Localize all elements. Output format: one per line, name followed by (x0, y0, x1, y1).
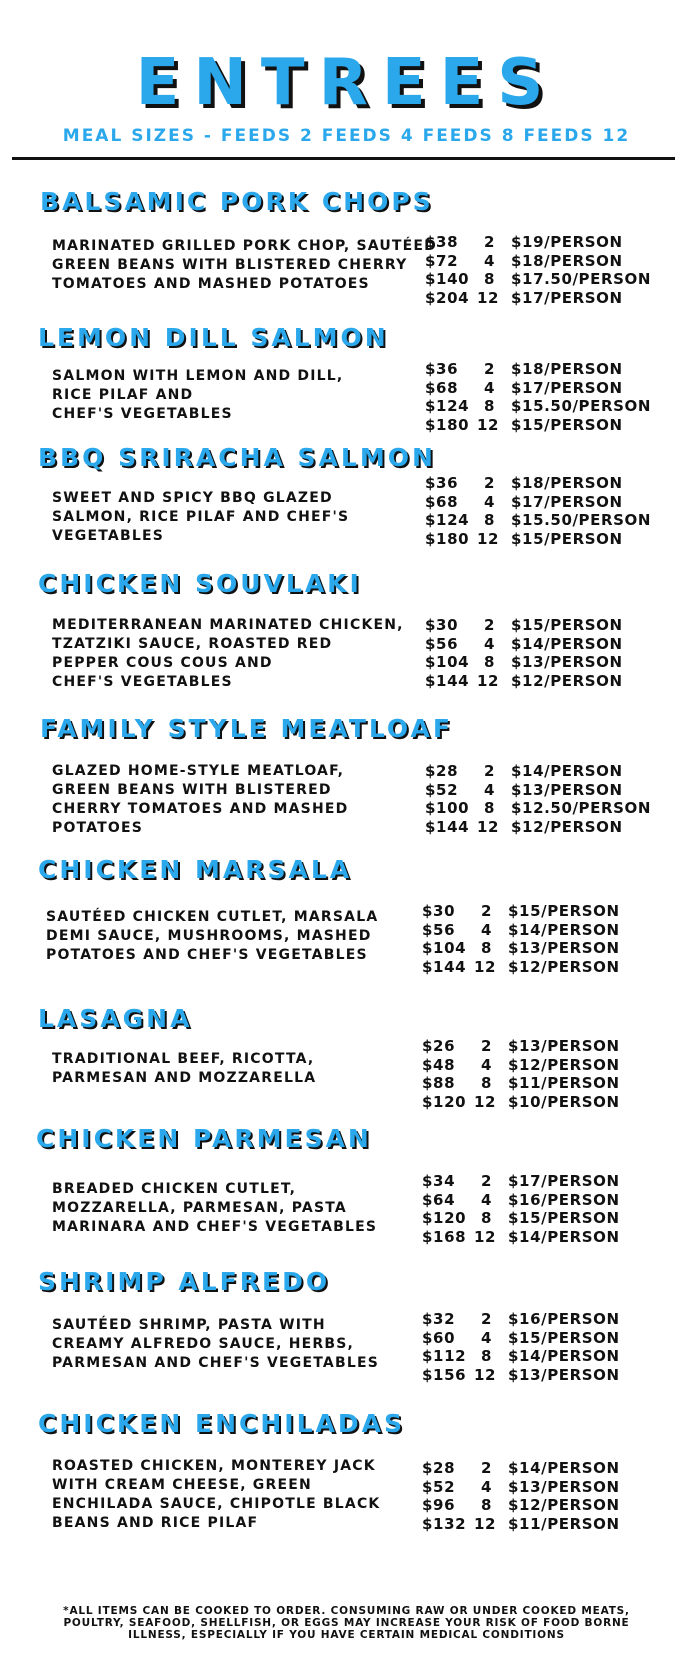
feeds-count: 12 (474, 1092, 497, 1111)
entree-description (52, 762, 348, 838)
total-price: $180 (425, 529, 470, 548)
per-person-price: $18/PERSON (511, 251, 623, 270)
total-price: $36 (425, 360, 459, 378)
total-price: $36 (425, 474, 459, 492)
feeds-count: 8 (480, 1209, 492, 1227)
description-line: TRADITIONAL BEEF, RICOTTA, (52, 1051, 315, 1067)
per-person-price: $14/PERSON (508, 1347, 620, 1365)
description-line: SAUTÉED SHRIMP, PASTA WITH (52, 1317, 326, 1333)
description-line: SAUTÉED CHICKEN CUTLET, MARSALA (46, 909, 379, 925)
total-price: $32 (422, 1310, 456, 1328)
total-price: $68 (425, 492, 459, 511)
per-person-price: $11/PERSON (508, 1514, 620, 1533)
entree-description (52, 1316, 379, 1373)
per-person-price: $14/PERSON (511, 762, 623, 780)
per-person-price: $19/PERSON (511, 233, 623, 251)
total-price: $68 (425, 378, 459, 397)
feeds-count: 2 (480, 1459, 492, 1477)
per-person-price: $15/PERSON (511, 415, 623, 434)
feeds-count: 4 (483, 251, 495, 270)
feeds-count: 12 (474, 1365, 497, 1384)
total-price: $52 (425, 780, 459, 799)
description-line: PARMESAN AND CHEF'S VEGETABLES (52, 1355, 379, 1371)
entree-description (52, 1457, 380, 1533)
per-person-price: $12/PERSON (511, 671, 623, 690)
feeds-count: 8 (483, 511, 495, 529)
per-person-price: $18/PERSON (511, 360, 623, 378)
footnote (0, 1605, 693, 1641)
description-line: MEDITERRANEAN MARINATED CHICKEN, (52, 617, 404, 633)
description-line: POTATOES (52, 820, 144, 836)
entree-description (52, 489, 349, 546)
per-person-price: $12.50/PERSON (511, 799, 652, 817)
description-line: GLAZED HOME-STYLE MEATLOAF, (52, 763, 345, 779)
total-price: $140 (425, 270, 470, 288)
per-person-price: $14/PERSON (508, 1227, 620, 1246)
total-price: $28 (425, 762, 459, 780)
total-price: $144 (425, 671, 470, 690)
feeds-count: 4 (483, 378, 495, 397)
per-person-price: $12/PERSON (508, 1055, 620, 1074)
total-price: $60 (422, 1328, 456, 1347)
per-person-price: $13/PERSON (508, 1037, 620, 1055)
description-line: MARINARA AND CHEF'S VEGETABLES (52, 1219, 378, 1235)
description-line: CHEF'S VEGETABLES (52, 674, 233, 690)
per-person-price: $16/PERSON (508, 1190, 620, 1209)
per-person-price: $15.50/PERSON (511, 397, 652, 415)
total-price: $112 (422, 1347, 467, 1365)
per-person-price: $14/PERSON (511, 634, 623, 653)
per-person-price: $17/PERSON (508, 1172, 620, 1190)
per-person-price: $13/PERSON (511, 780, 623, 799)
feeds-count: 8 (480, 1074, 492, 1092)
description-line: TOMATOES AND MASHED POTATOES (52, 276, 370, 292)
total-price: $180 (425, 415, 470, 434)
description-line: CREAMY ALFREDO SAUCE, HERBS, (52, 1336, 355, 1352)
per-person-price: $11/PERSON (508, 1074, 620, 1092)
per-person-price: $14/PERSON (508, 1459, 620, 1477)
entree-description (52, 1050, 316, 1088)
feeds-count: 12 (477, 671, 500, 690)
per-person-price: $16/PERSON (508, 1310, 620, 1328)
entree-description (52, 367, 343, 424)
feeds-count: 2 (483, 233, 495, 251)
entree-description (52, 1180, 377, 1237)
per-person-price: $15/PERSON (508, 902, 620, 920)
total-price: $34 (422, 1172, 456, 1190)
entree-name: SHRIMP ALFREDO (38, 1267, 331, 1296)
feeds-count: 12 (474, 1227, 497, 1246)
description-line: MOZZARELLA, PARMESAN, PASTA (52, 1200, 347, 1216)
entree-name: BALSAMIC PORK CHOPS (40, 187, 434, 216)
description-line: BEANS AND RICE PILAF (52, 1515, 259, 1531)
feeds-count: 8 (480, 1347, 492, 1365)
total-price: $48 (422, 1055, 456, 1074)
description-line: CHEF'S VEGETABLES (52, 406, 233, 422)
entree-description (46, 908, 378, 965)
feeds-count: 12 (477, 529, 500, 548)
total-price: $104 (422, 939, 467, 957)
total-price: $204 (425, 288, 470, 307)
per-person-price: $13/PERSON (508, 1477, 620, 1496)
per-person-price: $15/PERSON (508, 1328, 620, 1347)
feeds-count: 4 (483, 492, 495, 511)
total-price: $72 (425, 251, 459, 270)
total-price: $56 (422, 920, 456, 939)
description-line: TZATZIKI SAUCE, ROASTED RED (52, 636, 333, 652)
page-title: ENTREES (135, 46, 558, 120)
description-line: WITH CREAM CHEESE, GREEN (52, 1477, 312, 1493)
description-line: ROASTED CHICKEN, MONTEREY JACK (52, 1458, 376, 1474)
total-price: $30 (422, 902, 456, 920)
entree-name: LASAGNA (38, 1004, 193, 1033)
feeds-count: 2 (480, 1172, 492, 1190)
total-price: $88 (422, 1074, 456, 1092)
feeds-count: 4 (483, 780, 495, 799)
per-person-price: $12/PERSON (508, 957, 620, 976)
feeds-count: 2 (483, 360, 495, 378)
feeds-count: 8 (483, 653, 495, 671)
description-line: RICE PILAF AND (52, 387, 194, 403)
entree-name: BBQ SRIRACHA SALMON (38, 443, 436, 472)
footnote-line: POULTRY, SEAFOOD, SHELLFISH, OR EGGS MAY INCREASE YOUR RISK OF FOOD BORNE (63, 1617, 630, 1629)
per-person-price: $15/PERSON (508, 1209, 620, 1227)
entree-description (52, 616, 404, 692)
total-price: $100 (425, 799, 470, 817)
header-divider (12, 157, 675, 160)
entree-name: CHICKEN SOUVLAKI (38, 569, 362, 598)
per-person-price: $12/PERSON (508, 1496, 620, 1514)
entree-name: CHICKEN PARMESAN (36, 1124, 372, 1153)
total-price: $120 (422, 1092, 467, 1111)
feeds-count: 12 (477, 288, 500, 307)
description-line: PARMESAN AND MOZZARELLA (52, 1070, 317, 1086)
per-person-price: $13/PERSON (508, 939, 620, 957)
total-price: $144 (422, 957, 467, 976)
per-person-price: $12/PERSON (511, 817, 623, 836)
total-price: $156 (422, 1365, 467, 1384)
feeds-count: 4 (480, 1190, 492, 1209)
total-price: $26 (422, 1037, 456, 1055)
per-person-price: $13/PERSON (508, 1365, 620, 1384)
description-line: POTATOES AND CHEF'S VEGETABLES (46, 947, 368, 963)
meal-sizes-subtitle: MEAL SIZES - FEEDS 2 FEEDS 4 FEEDS 8 FEEDS 12 (62, 126, 631, 146)
total-price: $144 (425, 817, 470, 836)
total-price: $124 (425, 397, 470, 415)
total-price: $168 (422, 1227, 467, 1246)
per-person-price: $17/PERSON (511, 288, 623, 307)
description-line: SALMON WITH LEMON AND DILL, (52, 368, 344, 384)
feeds-count: 12 (477, 817, 500, 836)
feeds-count: 4 (483, 634, 495, 653)
feeds-count: 12 (477, 415, 500, 434)
feeds-count: 2 (483, 762, 495, 780)
total-price: $64 (422, 1190, 456, 1209)
feeds-count: 4 (480, 920, 492, 939)
entree-name: FAMILY STYLE MEATLOAF (40, 714, 453, 743)
total-price: $52 (422, 1477, 456, 1496)
per-person-price: $13/PERSON (511, 653, 623, 671)
per-person-price: $18/PERSON (511, 474, 623, 492)
description-line: GREEN BEANS WITH BLISTERED CHERRY (52, 257, 408, 273)
per-person-price: $15/PERSON (511, 616, 623, 634)
total-price: $38 (425, 233, 459, 251)
feeds-count: 8 (483, 270, 495, 288)
entree-name: LEMON DILL SALMON (38, 323, 389, 352)
description-line: DEMI SAUCE, MUSHROOMS, MASHED (46, 928, 372, 944)
description-line: MARINATED GRILLED PORK CHOP, SAUTÉED (52, 238, 438, 254)
description-line: GREEN BEANS WITH BLISTERED (52, 782, 332, 798)
per-person-price: $17.50/PERSON (511, 270, 652, 288)
total-price: $104 (425, 653, 470, 671)
feeds-count: 2 (483, 616, 495, 634)
feeds-count: 8 (483, 397, 495, 415)
entree-name: CHICKEN MARSALA (38, 855, 353, 884)
footnote-line: *ALL ITEMS CAN BE COOKED TO ORDER. CONSUMING RAW OR UNDER COOKED MEATS, (63, 1605, 630, 1617)
feeds-count: 4 (480, 1328, 492, 1347)
feeds-count: 4 (480, 1477, 492, 1496)
footnote-line: ILLNESS, ESPECIALLY IF YOU HAVE CERTAIN MEDICAL CONDITIONS (128, 1629, 565, 1641)
per-person-price: $10/PERSON (508, 1092, 620, 1111)
feeds-count: 2 (480, 1310, 492, 1328)
entree-description (52, 237, 437, 294)
total-price: $124 (425, 511, 470, 529)
per-person-price: $15.50/PERSON (511, 511, 652, 529)
feeds-count: 8 (480, 1496, 492, 1514)
per-person-price: $14/PERSON (508, 920, 620, 939)
total-price: $30 (425, 616, 459, 634)
feeds-count: 2 (480, 902, 492, 920)
feeds-count: 4 (480, 1055, 492, 1074)
per-person-price: $17/PERSON (511, 378, 623, 397)
feeds-count: 2 (480, 1037, 492, 1055)
total-price: $132 (422, 1514, 467, 1533)
per-person-price: $17/PERSON (511, 492, 623, 511)
total-price: $56 (425, 634, 459, 653)
feeds-count: 12 (474, 957, 497, 976)
feeds-count: 12 (474, 1514, 497, 1533)
feeds-count: 8 (483, 799, 495, 817)
feeds-count: 2 (483, 474, 495, 492)
description-line: SWEET AND SPICY BBQ GLAZED (52, 490, 333, 506)
description-line: SALMON, RICE PILAF AND CHEF'S (52, 509, 350, 525)
description-line: BREADED CHICKEN CUTLET, (52, 1181, 297, 1197)
description-line: CHERRY TOMATOES AND MASHED (52, 801, 349, 817)
feeds-count: 8 (480, 939, 492, 957)
total-price: $28 (422, 1459, 456, 1477)
description-line: PEPPER COUS COUS AND (52, 655, 273, 671)
description-line: VEGETABLES (52, 528, 164, 544)
description-line: ENCHILADA SAUCE, CHIPOTLE BLACK (52, 1496, 381, 1512)
total-price: $96 (422, 1496, 456, 1514)
entree-name: CHICKEN ENCHILADAS (38, 1409, 405, 1438)
total-price: $120 (422, 1209, 467, 1227)
per-person-price: $15/PERSON (511, 529, 623, 548)
